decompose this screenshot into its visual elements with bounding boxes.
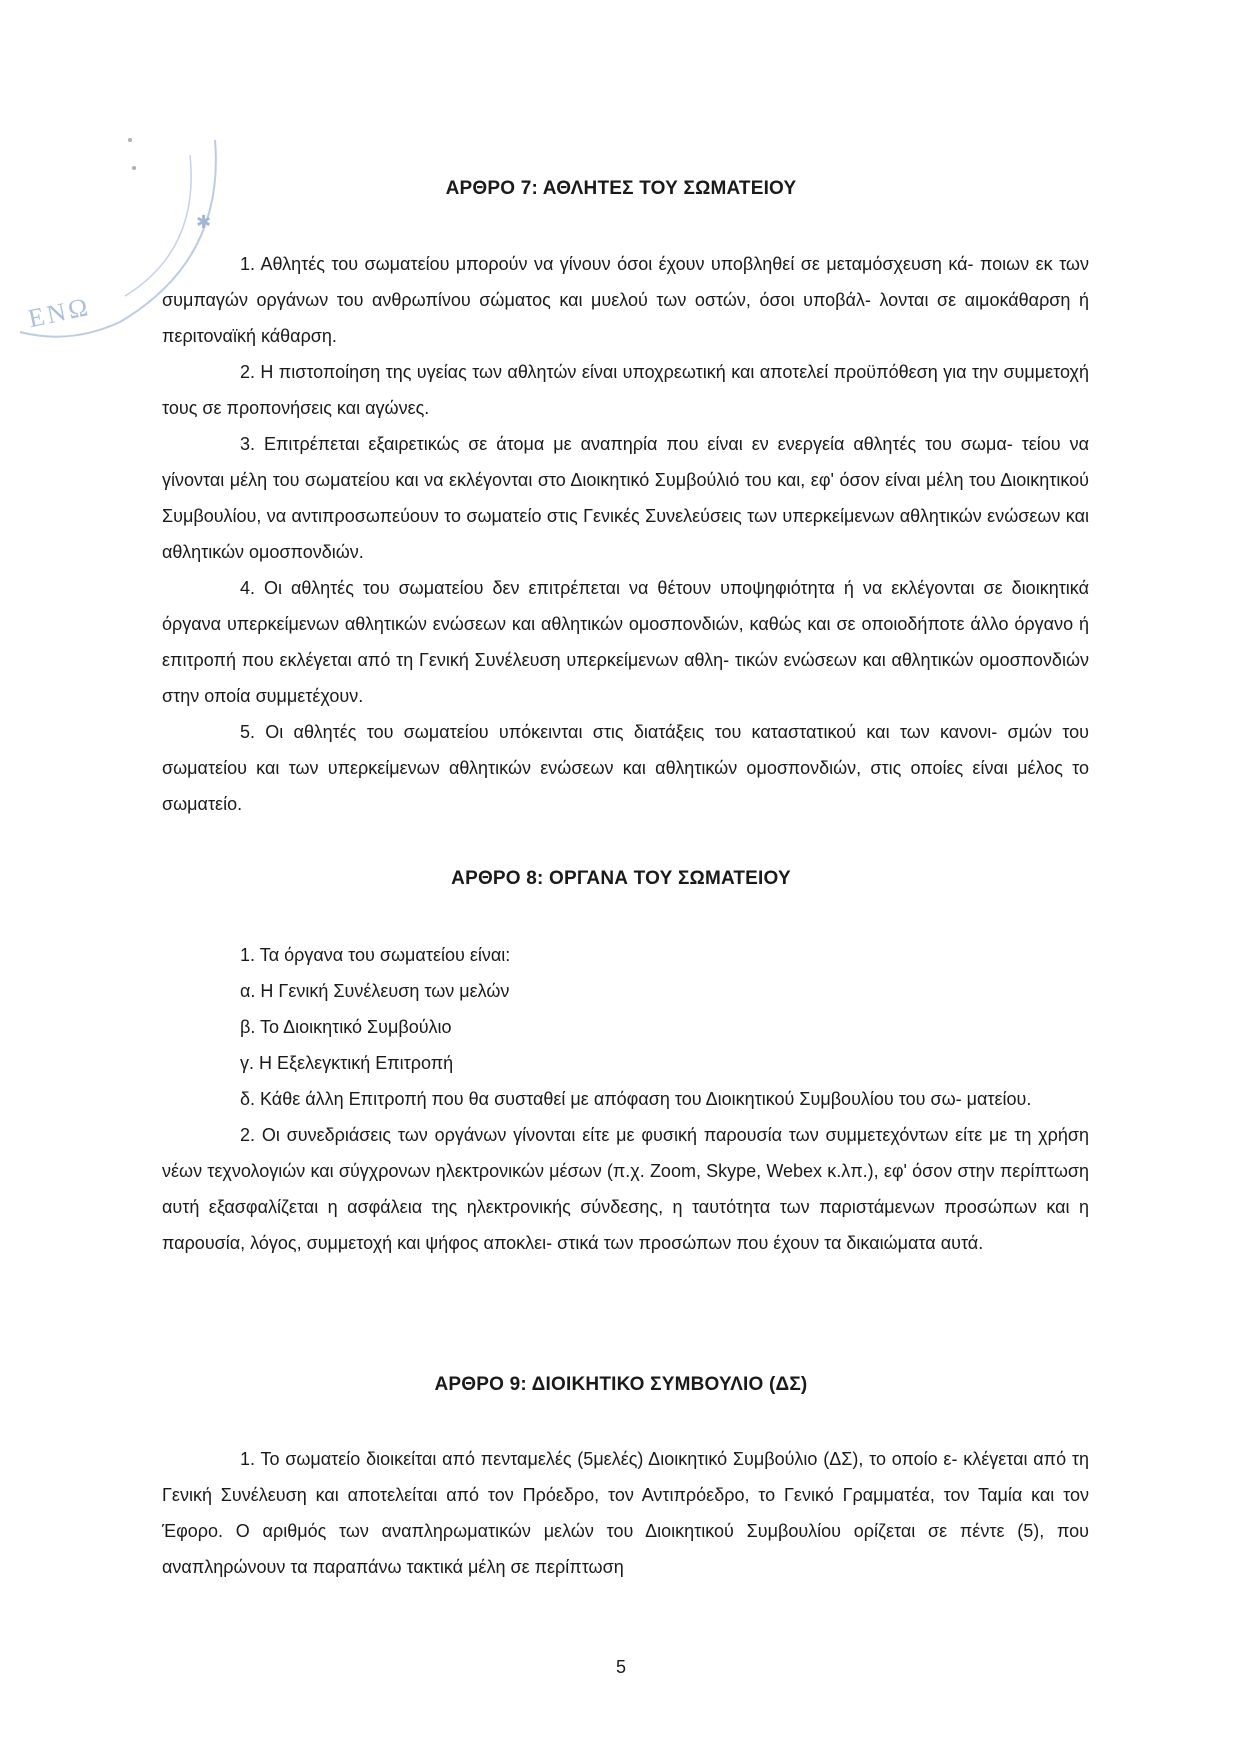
article-9-heading: ΑΡΘΡΟ 9: ΔΙΟΙΚΗΤΙΚΟ ΣΥΜΒΟΥΛΙΟ (ΔΣ) bbox=[434, 1374, 808, 1395]
page-number: 5 bbox=[615, 1657, 626, 1677]
article-8-list-item-a: α. Η Γενική Συνέλευση των μελών bbox=[240, 981, 510, 1001]
article-7-heading: ΑΡΘΡΟ 7: ΑΘΛΗΤΕΣ ΤΟΥ ΣΩΜΑΤΕΙΟΥ bbox=[445, 178, 797, 199]
stamp-text: ΕΝΩ bbox=[25, 291, 94, 334]
article-8-list-intro: 1. Τα όργανα του σωματείου είναι: bbox=[240, 945, 511, 965]
article-7-paragraph-5: 5. Οι αθλητές του σωματείου υπόκεινται στις διατάξεις του καταστατικού και των κανονι- σμών του σωματείου και των υπερκείμενων αθλητικών ενώσεων και αθλητικών ομοσπονδιών, στις οποίες είναι μέλος το σωματείο. bbox=[162, 722, 1089, 814]
article-8-paragraph-2: 2. Οι συνεδριάσεις των οργάνων γίνονται είτε με φυσική παρουσία των συμμετεχόντων είτε με τη χρήση νέων τεχνολογιών και σύγχρονων ηλεκτρονικών μέσων (π.χ. Zoom, Skype, Webex κ.λπ.), εφ' όσον στην περίπτωση αυτή εξασφαλίζεται η ασφάλεια της ηλεκτρονικής σύνδεσης, η ταυτότητα των παριστάμενων προσώπων και η παρουσία, λόγος, συμμετοχή και ψήφος αποκλει- στικά των προσώπων που έχουν τα δικαιώματα αυτά. bbox=[162, 1125, 1089, 1253]
article-7-body bbox=[162, 246, 1089, 822]
article-8-list-item-c: γ. Η Εξελεγκτική Επιτροπή bbox=[240, 1053, 454, 1073]
article-8-list-item-b: β. Το Διοικητικό Συμβούλιο bbox=[240, 1017, 452, 1037]
article-9-body bbox=[162, 1441, 1089, 1585]
article-8-body bbox=[162, 937, 1089, 1261]
article-7-paragraph-2: 2. Η πιστοποίηση της υγείας των αθλητών είναι υποχρεωτική και αποτελεί προϋπόθεση για την συμμετοχή τους σε προπονήσεις και αγώνες. bbox=[162, 362, 1089, 418]
article-7-paragraph-4: 4. Οι αθλητές του σωματείου δεν επιτρέπεται να θέτουν υποψηφιότητα ή να εκλέγονται σε διοικητικά όργανα υπερκείμενων αθλητικών ενώσεων και αθλητικών ομοσπονδιών, καθώς και σε οποιοδήποτε άλλο όργανο ή επιτροπή που εκλέγεται από τη Γενική Συνέλευση υπερκείμενων αθλη- τικών ενώσεων και αθλητικών ομοσπονδιών στην οποία συμμετέχουν. bbox=[162, 578, 1089, 706]
article-9-paragraph-1: 1. Το σωματείο διοικείται από πενταμελές (5μελές) Διοικητικό Συμβούλιο (ΔΣ), το οποίο ε- κλέγεται από τη Γενική Συνέλευση και αποτελείται από τον Πρόεδρο, τον Αντιπρόεδρο, το Γενικό Γραμματέα, τον Ταμία και τον Έφορο. Ο αριθμός των αναπληρωματικών μελών του Διοικητικού Συμβουλίου ορίζεται σε πέντε (5), που αναπληρώνουν τα παραπάνω τακτικά μέλη σε περίπτωση bbox=[162, 1449, 1089, 1577]
article-8-list-item-d: δ. Κάθε άλλη Επιτροπή που θα συσταθεί με απόφαση του Διοικητικού Συμβουλίου του σω- ματείου. bbox=[240, 1089, 1032, 1109]
article-8-heading: ΑΡΘΡΟ 8: ΟΡΓΑΝΑ ΤΟΥ ΣΩΜΑΤΕΙΟΥ bbox=[451, 868, 791, 889]
article-7-paragraph-3: 3. Επιτρέπεται εξαιρετικώς σε άτομα με αναπηρία που είναι εν ενεργεία αθλητές του σωμα- τείου να γίνονται μέλη του σωματείου και να εκλέγονται στο Διοικητικό Συμβούλιό του και, εφ' όσον είναι μέλη του Διοικητικού Συμβουλίου, να αντιπροσωπεύουν το σωματείο στις Γενικές Συνελεύσεις των υπερκείμενων αθλητικών ενώσεων και αθλητικών ομοσπονδιών. bbox=[162, 434, 1089, 562]
article-7-paragraph-1: 1. Αθλητές του σωματείου μπορούν να γίνουν όσοι έχουν υποβληθεί σε μεταμόσχευση κά- ποιων εκ των συμπαγών οργάνων του ανθρωπίνου σώματος και μυελού των οστών, όσοι υποβάλ- λονται σε αιμοκάθαρση ή περιτοναϊκή κάθαρση. bbox=[162, 254, 1089, 346]
svg-text:✱: ✱ bbox=[196, 212, 212, 233]
